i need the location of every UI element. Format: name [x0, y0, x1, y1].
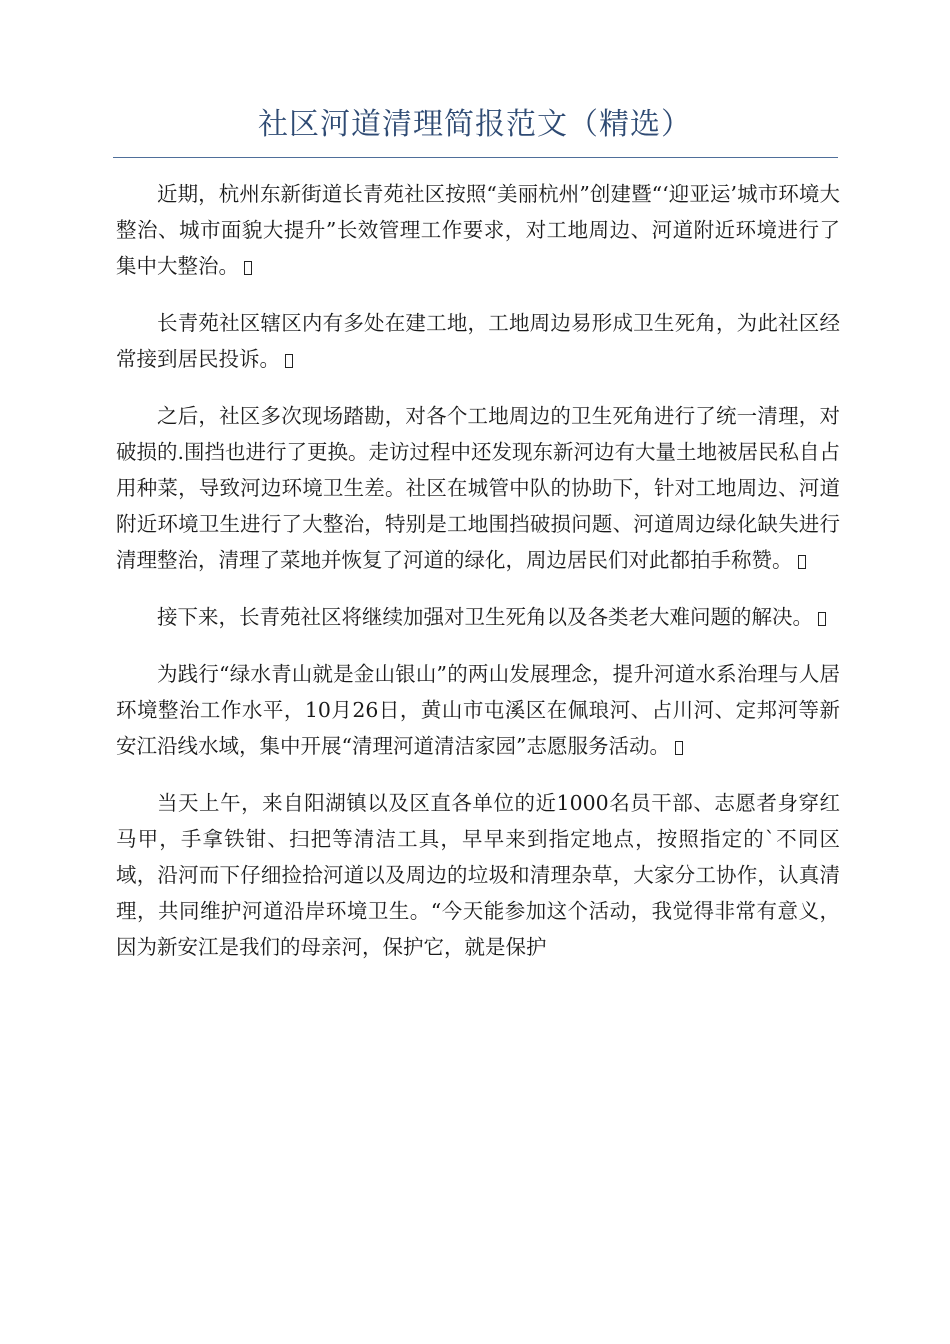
paragraph-text: 长青苑社区辖区内有多处在建工地，工地周边易形成卫生死角，为此社区经常接到居民投诉。: [116, 311, 840, 371]
paragraph-mark-icon: [244, 261, 252, 275]
paragraph: [116, 656, 840, 764]
paragraph-mark-icon: [285, 354, 293, 368]
paragraph: [116, 176, 840, 284]
paragraph: [116, 599, 840, 635]
paragraph-text: 之后，社区多次现场踏勘，对各个工地周边的卫生死角进行了统一清理，对破损的.围挡也进行了更换。走访过程中还发现东新河边有大量土地被居民私自占用种菜，导致河边环境卫生差。社区在城管中队的协助下，针对工地周边、河道附近环境卫生进行了大整治，特别是工地围挡破损问题、河道周边绿化缺失进行清理整治，清理了菜地并恢复了河道的绿化，周边居民们对此都拍手称赞。: [116, 404, 841, 572]
paragraph-text: 当天上午，来自阳湖镇以及区直各单位的近1000名员干部、志愿者身穿红马甲，手拿铁钳、扫把等清洁工具，早早来到指定地点，按照指定的`不同区域，沿河而下仔细捡拾河道以及周边的垃圾和清理杂草，大家分工协作，认真清理，共同维护河道沿岸环境卫生。“今天能参加这个活动，我觉得非常有意义，因为新安江是我们的母亲河，保护它，就是保护: [116, 791, 840, 959]
title-divider: [113, 157, 838, 158]
document-body: [116, 176, 840, 986]
page-title: 社区河道清理简报范文（精选）: [258, 107, 692, 142]
paragraph-text: 近期，杭州东新街道长青苑社区按照“美丽杭州”创建暨“‘迎亚运’城市环境大整治、城市面貌大提升”长效管理工作要求，对工地周边、河道附近环境进行了集中大整治。: [116, 182, 840, 278]
paragraph-mark-icon: [818, 612, 826, 626]
paragraph-text: 接下来，长青苑社区将继续加强对卫生死角以及各类老大难问题的解决。: [157, 605, 813, 629]
paragraph: [116, 785, 840, 965]
paragraph: [116, 305, 840, 377]
paragraph-mark-icon: [798, 555, 806, 569]
paragraph-text: 为践行“绿水青山就是金山银山”的两山发展理念，提升河道水系治理与人居环境整治工作水平，10月26日，黄山市屯溪区在佩琅河、占川河、定邦河等新安江沿线水域，集中开展“清理河道清洁家园”志愿服务活动。: [116, 662, 840, 758]
paragraph: [116, 398, 840, 578]
paragraph-mark-icon: [675, 741, 683, 755]
